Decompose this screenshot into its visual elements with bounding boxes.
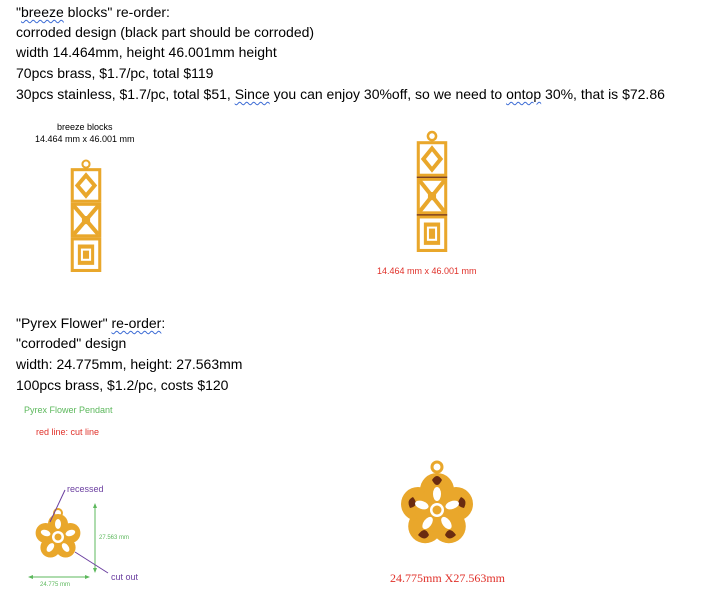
pyrex-size-line: width: 24.775mm, height: 27.563mm xyxy=(16,356,243,372)
recessed-label: recessed xyxy=(67,484,104,494)
pyrex-brass-line: 100pcs brass, $1.2/pc, costs $120 xyxy=(16,377,229,393)
width-dimension-label: 24.775 mm xyxy=(40,582,71,588)
breeze-title-line xyxy=(16,2,170,22)
breeze-dims-red: 14.464 mm x 46.001 mm xyxy=(377,266,477,276)
pyrex-title-colon: : xyxy=(161,315,166,331)
breeze-title-rest: blocks" re-order: xyxy=(63,4,170,20)
reorder-word: re-order xyxy=(111,315,162,331)
breeze-blocks-pendant-right xyxy=(412,130,452,252)
stainless-text-a: 30pcs stainless, $1.7/pc, total $51, xyxy=(16,86,235,102)
breeze-word: breeze xyxy=(20,4,64,20)
breeze-stainless-line xyxy=(16,84,665,104)
breeze-size-line: width 14.464mm, height 46.001mm height xyxy=(16,44,277,60)
stainless-text-b: you can enjoy 30%off, so we need to xyxy=(269,86,507,102)
since-word: Since xyxy=(234,86,270,102)
stainless-text-c: 30%, that is $72.86 xyxy=(541,86,665,102)
cut-out-label: cut out xyxy=(111,572,139,582)
pyrex-title-line xyxy=(16,313,165,333)
breeze-design-line: corroded design (black part should be corroded) xyxy=(16,24,315,40)
breeze-image-dims: 14.464 mm x 46.001 mm xyxy=(35,134,135,144)
ontop-word: ontop xyxy=(506,86,542,102)
quote-mark: " xyxy=(16,4,21,20)
pyrex-dims-red: 24.775mm X27.563mm xyxy=(390,571,506,585)
pyrex-design-line: "corroded" design xyxy=(16,335,127,351)
breeze-blocks-pendant-left xyxy=(66,160,106,272)
pyrex-flower-large xyxy=(395,460,479,556)
breeze-image-title: breeze blocks xyxy=(57,122,113,132)
pyrex-title-a: "Pyrex Flower" xyxy=(16,315,112,331)
cut-line-label: red line: cut line xyxy=(36,427,100,437)
height-dimension-label: 27.563 mm xyxy=(99,535,130,541)
breeze-brass-line: 70pcs brass, $1.7/pc, total $119 xyxy=(16,65,214,81)
pendant-label: Pyrex Flower Pendant xyxy=(24,405,113,415)
